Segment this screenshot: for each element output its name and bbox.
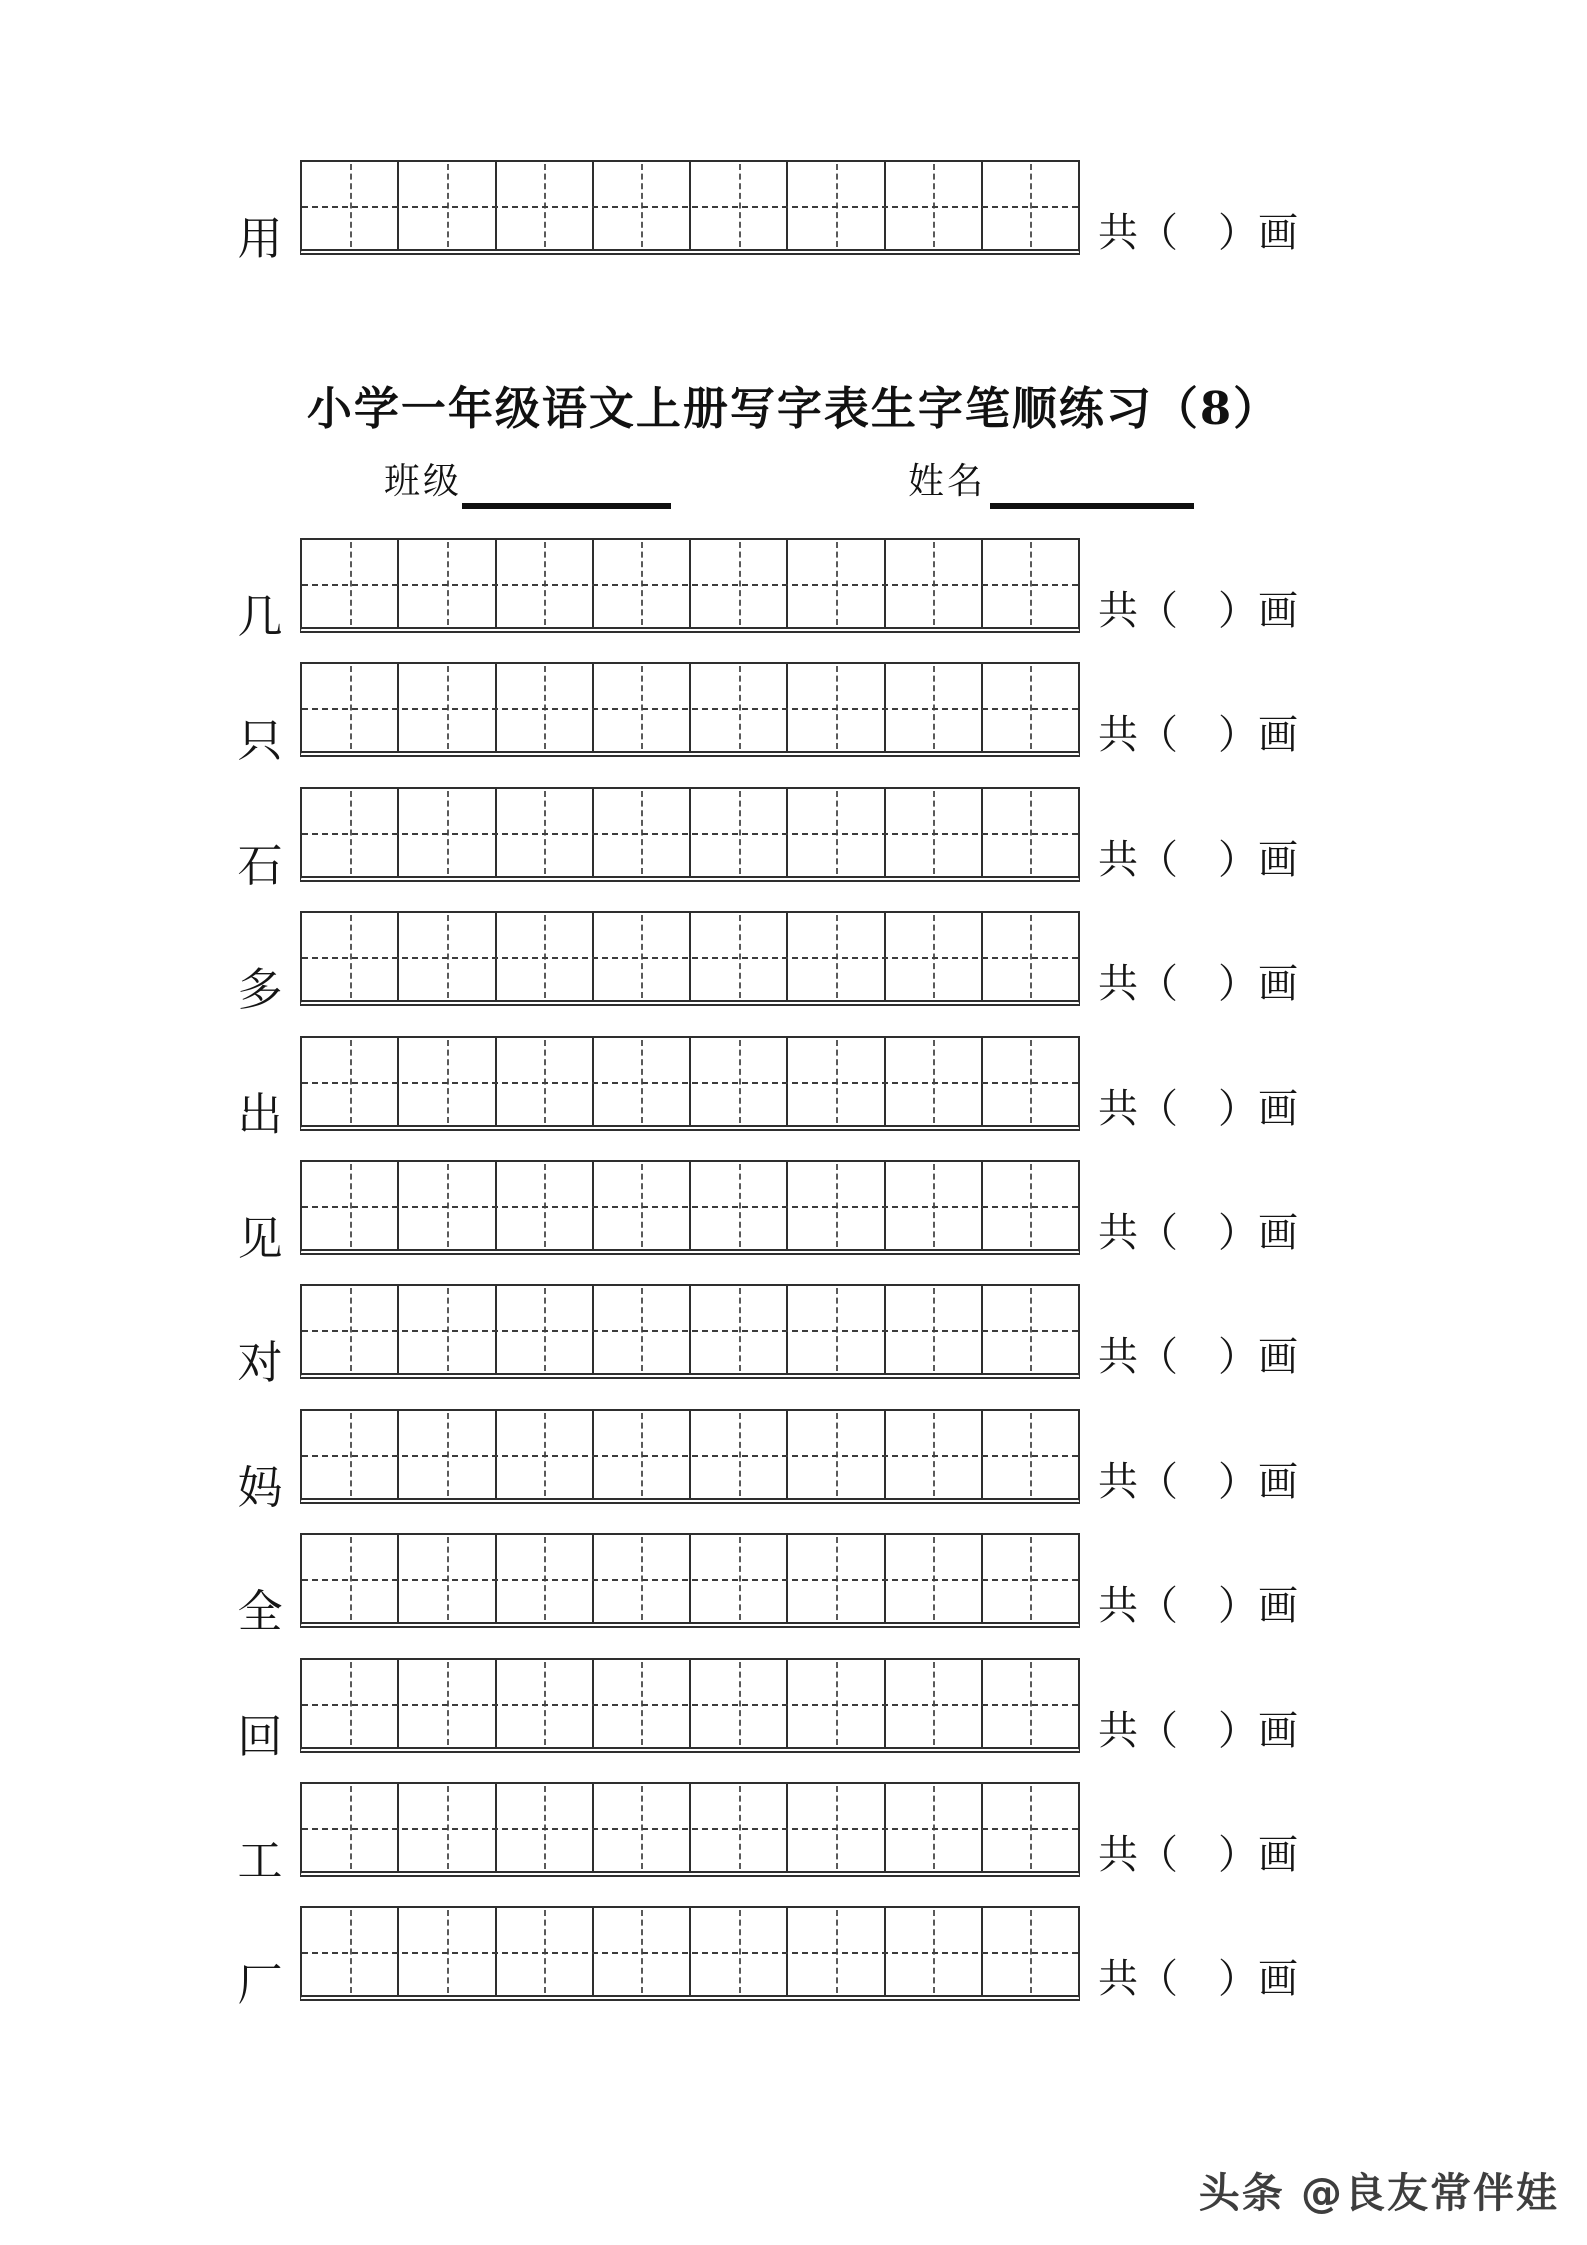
grid-horizontal-dashline: [302, 206, 1078, 208]
stroke-count-label: 共（ ）画: [1098, 961, 1298, 1007]
practice-row: [0, 1906, 1587, 2011]
row-character: 全: [237, 1585, 283, 1638]
practice-row: [0, 160, 1587, 265]
row-character: 厂: [237, 1958, 283, 2011]
row-character: 见: [237, 1212, 283, 1265]
tianzige-grid: [300, 1658, 1080, 1753]
row-character: 只: [237, 714, 283, 767]
tianzige-grid: [300, 1160, 1080, 1255]
grid-horizontal-dashline: [302, 1330, 1078, 1332]
grid-horizontal-dashline: [302, 1579, 1078, 1581]
stroke-count-label: 共（ ）画: [1098, 1210, 1298, 1256]
row-character: 工: [237, 1834, 283, 1887]
grid-horizontal-dashline: [302, 957, 1078, 959]
tianzige-grid: [300, 538, 1080, 633]
name-label: 姓名: [908, 461, 987, 502]
grid-horizontal-dashline: [302, 1828, 1078, 1830]
row-character: 多: [237, 963, 283, 1016]
practice-row: [0, 1782, 1587, 1887]
practice-row: [0, 1533, 1587, 1638]
row-character: 石: [237, 839, 283, 892]
grid-horizontal-dashline: [302, 833, 1078, 835]
tianzige-grid: [300, 1906, 1080, 2001]
practice-row: [0, 911, 1587, 1016]
stroke-count-label: 共（ ）画: [1098, 588, 1298, 634]
watermark: 头条 @良友常伴娃: [1198, 2169, 1559, 2217]
class-blank-line: [462, 503, 671, 509]
tianzige-grid: [300, 787, 1080, 882]
grid-horizontal-dashline: [302, 1952, 1078, 1954]
grid-horizontal-dashline: [302, 1455, 1078, 1457]
practice-row: [0, 1409, 1587, 1514]
grid-horizontal-dashline: [302, 708, 1078, 710]
stroke-count-label: 共（ ）画: [1098, 1334, 1298, 1380]
practice-row: [0, 1160, 1587, 1265]
practice-row: [0, 538, 1587, 643]
practice-row: [0, 1658, 1587, 1763]
stroke-count-label: 共（ ）画: [1098, 1832, 1298, 1878]
grid-horizontal-dashline: [302, 584, 1078, 586]
practice-row: [0, 1284, 1587, 1389]
stroke-count-label: 共（ ）画: [1098, 1583, 1298, 1629]
tianzige-grid: [300, 1409, 1080, 1504]
practice-row: [0, 787, 1587, 892]
grid-horizontal-dashline: [302, 1206, 1078, 1208]
grid-horizontal-dashline: [302, 1082, 1078, 1084]
class-label: 班级: [384, 461, 463, 502]
row-character: 用: [237, 212, 283, 265]
stroke-count-label: 共（ ）画: [1098, 1086, 1298, 1132]
stroke-count-label: 共（ ）画: [1098, 837, 1298, 883]
practice-row: [0, 1036, 1587, 1141]
stroke-count-label: 共（ ）画: [1098, 210, 1298, 256]
tianzige-grid: [300, 1533, 1080, 1628]
row-character: 几: [237, 590, 283, 643]
tianzige-grid: [300, 1036, 1080, 1131]
stroke-count-label: 共（ ）画: [1098, 712, 1298, 758]
name-blank-line: [990, 503, 1194, 509]
tianzige-grid: [300, 1284, 1080, 1379]
tianzige-grid: [300, 1782, 1080, 1877]
row-character: 回: [237, 1710, 283, 1763]
stroke-count-label: 共（ ）画: [1098, 1708, 1298, 1754]
row-character: 妈: [237, 1461, 283, 1514]
page-title: 小学一年级语文上册写字表生字笔顺练习（8）: [306, 382, 1281, 435]
row-character: 出: [237, 1088, 283, 1141]
stroke-count-label: 共（ ）画: [1098, 1956, 1298, 2002]
tianzige-grid: [300, 662, 1080, 757]
tianzige-grid: [300, 160, 1080, 255]
stroke-count-label: 共（ ）画: [1098, 1459, 1298, 1505]
grid-horizontal-dashline: [302, 1704, 1078, 1706]
row-character: 对: [237, 1336, 283, 1389]
practice-row: [0, 662, 1587, 767]
tianzige-grid: [300, 911, 1080, 1006]
